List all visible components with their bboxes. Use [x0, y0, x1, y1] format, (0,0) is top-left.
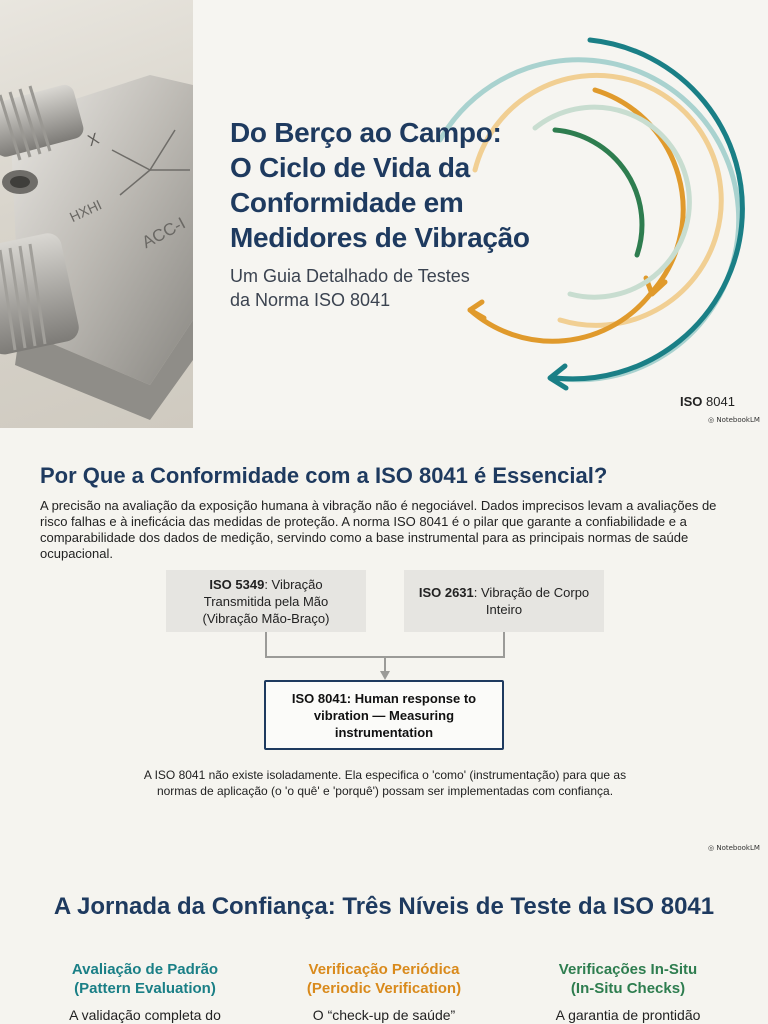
iso-tag-number: 8041	[702, 394, 735, 409]
periodic-verification-column	[274, 960, 494, 1023]
engraving-label-1: HXHI	[67, 196, 105, 226]
column-description: O “check-up de saúde”	[312, 1007, 456, 1023]
iso-8041-box: ISO 8041: Human response to vibration — Measuring instrumentation	[264, 680, 504, 750]
title-line: O Ciclo de Vida da	[230, 152, 470, 183]
in-situ-checks-column	[518, 960, 738, 1023]
brand-label: NotebookLM	[716, 416, 760, 424]
title-line: Medidores de Vibração	[230, 222, 530, 253]
brand-label: NotebookLM	[716, 844, 760, 852]
slide-heading: Por Que a Conformidade com a ISO 8041 é Essencial?	[40, 463, 608, 488]
accelerometer-illustration	[0, 0, 193, 428]
column-title	[518, 960, 738, 998]
title-line: Conformidade em	[230, 187, 464, 218]
column-title-pt: Verificações In-Situ	[558, 961, 698, 978]
column-description: A garantia de prontidão	[555, 1007, 701, 1023]
title-slide	[0, 0, 768, 430]
iso-tag-bold: ISO	[680, 394, 703, 409]
column-title-pt: Avaliação de Padrão	[71, 961, 219, 978]
engraving-label-2: ACC-I	[138, 213, 189, 253]
accelerometer-photo	[0, 0, 193, 428]
intro-paragraph: A precisão na avaliação da exposição humana à vibração não é negociável. Dados imprecisos levam a avaliações de risco falhas e à ineficácia das medidas de proteção. A norma ISO 8041 é o pilar que garante a confiabilidade e a comparabilidade dos dados de medição, servindo como a base instrumental para as principais normas de saúde ocupacional.	[40, 498, 717, 561]
subtitle	[230, 264, 560, 312]
notebooklm-logo: ◎ NotebookLM	[708, 416, 760, 424]
iso-5349-desc: : Vibração Transmitida pela Mão (Vibração Mão-Braço)	[202, 576, 330, 626]
column-description: A validação completa do	[69, 1007, 221, 1023]
axis-x-engraving: X	[85, 130, 102, 151]
journey-slide	[0, 860, 768, 1024]
column-title-pt: Verificação Periódica	[308, 961, 460, 978]
explanatory-note: A ISO 8041 não existe isoladamente. Ela especifica o 'como' (instrumentação) para que as normas de aplicação (o 'o quê' e 'porquê') possam ser implementadas com confiança.	[143, 768, 627, 798]
iso-2631-desc: : Vibração de Corpo Inteiro	[473, 585, 590, 617]
notebooklm-logo: ◎ NotebookLM	[708, 844, 760, 852]
pattern-evaluation-column	[35, 960, 255, 1023]
iso-2631-code: ISO 2631	[418, 585, 474, 600]
main-title	[230, 115, 620, 255]
column-title	[274, 960, 494, 998]
column-title	[35, 960, 255, 998]
why-compliance-slide	[0, 430, 768, 860]
iso-tag	[680, 394, 735, 409]
column-title-en: (Periodic Verification)	[306, 980, 462, 997]
slide-heading: A Jornada da Confiança: Três Níveis de Teste da ISO 8041	[53, 893, 715, 920]
subtitle-line: da Norma ISO 8041	[230, 290, 391, 310]
iso-5349-code: ISO 5349	[209, 576, 265, 592]
column-title-en: (Pattern Evaluation)	[74, 980, 216, 997]
subtitle-line: Um Guia Detalhado de Testes	[230, 266, 470, 286]
title-line: Do Berço ao Campo:	[230, 117, 502, 148]
column-title-en: (In-Situ Checks)	[570, 980, 686, 997]
